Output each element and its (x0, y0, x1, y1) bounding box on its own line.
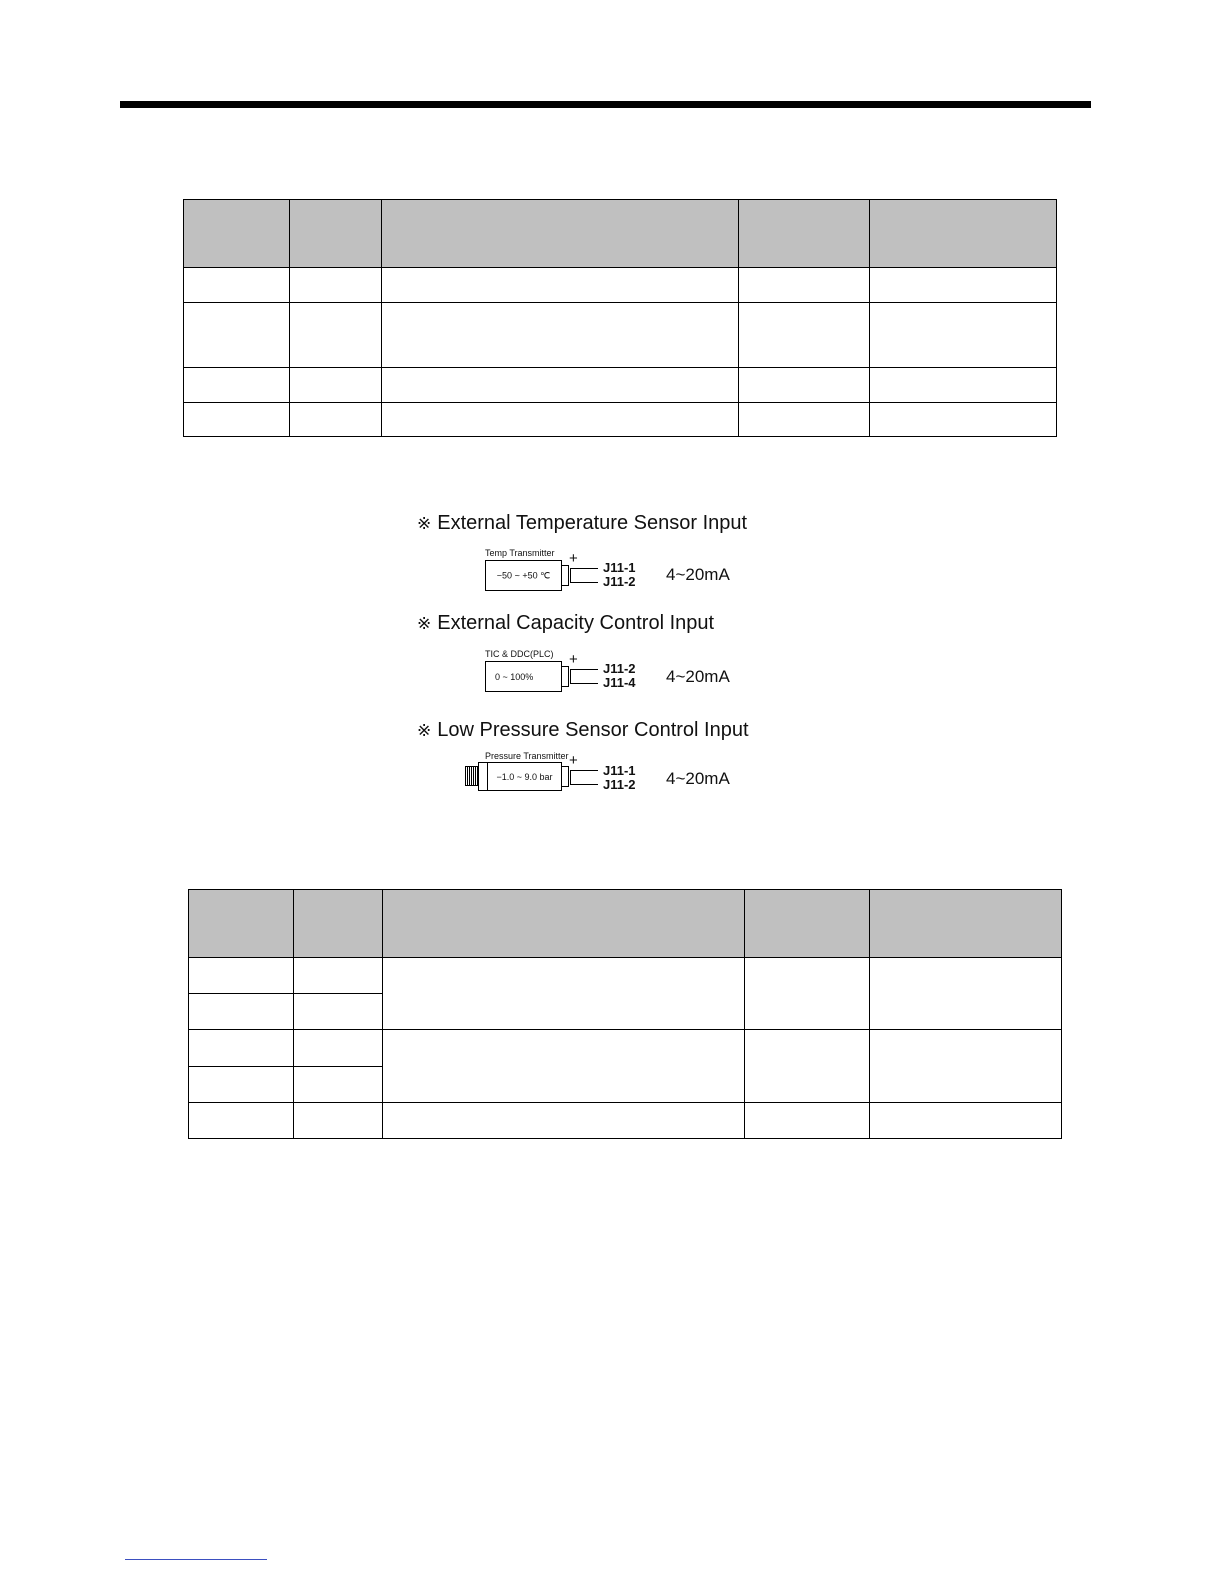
table-row (184, 368, 1057, 403)
table-cell (745, 1103, 870, 1139)
header-cell (290, 200, 382, 268)
table-cell (745, 1030, 870, 1103)
section-heading-pressure: ※ Low Pressure Sensor Control Input (417, 719, 749, 741)
table-cell (189, 1067, 294, 1103)
header-cell (739, 200, 870, 268)
table-cell (290, 303, 382, 368)
connector-stub (561, 565, 569, 586)
device-range: −50 ~ +50 ℃ (496, 570, 551, 580)
reference-mark-icon: ※ (417, 721, 432, 740)
pin-label: J11-2 (603, 777, 636, 792)
table-cell (184, 303, 290, 368)
header-rule (120, 101, 1091, 108)
table-row (189, 958, 1062, 994)
signal-table-1 (183, 199, 1057, 437)
table-cell (739, 303, 870, 368)
signal-label: 4~20mA (666, 667, 730, 686)
table-cell (189, 958, 294, 994)
device-range: −1.0 ~ 9.0 bar (496, 771, 553, 782)
pin-label: J11-1 (603, 763, 636, 778)
header-cell (870, 890, 1062, 958)
table-cell (184, 403, 290, 437)
table-cell (870, 958, 1062, 1030)
table-cell (184, 268, 290, 303)
table-row (184, 303, 1057, 368)
table-cell (870, 303, 1057, 368)
table-cell (870, 268, 1057, 303)
wire (570, 669, 598, 670)
table-header-row (189, 890, 1062, 958)
table-cell (739, 368, 870, 403)
table-cell (189, 994, 294, 1030)
reference-mark-icon: ※ (417, 614, 432, 633)
temp-transmitter-box (485, 560, 562, 591)
table-cell (870, 1103, 1062, 1139)
signal-label: 4~20mA (666, 769, 730, 788)
wire (570, 784, 598, 785)
table-cell (870, 403, 1057, 437)
table-cell (189, 1103, 294, 1139)
table-cell (382, 268, 739, 303)
pressure-transmitter-box (487, 762, 562, 791)
table-row (184, 268, 1057, 303)
polarity-plus: + (569, 550, 578, 567)
pin-label: J11-1 (603, 560, 636, 575)
table-cell (184, 368, 290, 403)
wire (570, 669, 571, 684)
signal-label: 4~20mA (666, 565, 730, 584)
header-cell (184, 200, 290, 268)
table-cell (290, 268, 382, 303)
device-label: TIC & DDC(PLC) (485, 649, 554, 659)
table-cell (382, 403, 739, 437)
table-cell (870, 368, 1057, 403)
table-cell (290, 403, 382, 437)
table-cell (870, 1030, 1062, 1103)
table-cell (382, 303, 739, 368)
header-cell (382, 200, 739, 268)
connector-stub (561, 666, 569, 687)
reference-mark-icon: ※ (417, 514, 432, 533)
wiring-diagram (405, 508, 805, 808)
table-cell (383, 1103, 745, 1139)
thread-fitting-icon (465, 766, 479, 786)
table-cell (739, 403, 870, 437)
table-header-row (184, 200, 1057, 268)
header-cell (294, 890, 383, 958)
signal-table-2 (188, 889, 1062, 1139)
section-heading-capacity: ※ External Capacity Control Input (417, 612, 715, 634)
table-cell (189, 1030, 294, 1067)
table-cell (383, 958, 745, 1030)
polarity-plus: + (569, 651, 578, 668)
header-cell (870, 200, 1057, 268)
table-cell (294, 1103, 383, 1139)
table-row (184, 403, 1057, 437)
table-cell (290, 368, 382, 403)
table-cell (294, 1067, 383, 1103)
pin-label: J11-2 (603, 661, 636, 676)
pin-label: J11-4 (603, 675, 636, 690)
controller-box (485, 661, 562, 692)
table-cell (739, 268, 870, 303)
section-heading-temperature: ※ External Temperature Sensor Input (417, 512, 748, 534)
wire (570, 582, 598, 583)
header-cell (189, 890, 294, 958)
table-row (189, 1030, 1062, 1067)
table-cell (383, 1030, 745, 1103)
wire (570, 568, 571, 583)
header-cell (383, 890, 745, 958)
table-cell (294, 994, 383, 1030)
device-range: 0 ~ 100% (495, 671, 534, 682)
footer-link-underline (125, 1559, 267, 1560)
table-cell (382, 368, 739, 403)
connector-stub (561, 766, 569, 787)
table-cell (294, 1030, 383, 1067)
wire (570, 568, 598, 569)
pin-label: J11-2 (603, 574, 636, 589)
table-row (189, 1103, 1062, 1139)
device-label: Pressure Transmitter (485, 751, 569, 761)
wire (570, 770, 598, 771)
header-cell (745, 890, 870, 958)
wire (570, 770, 571, 785)
table-cell (745, 958, 870, 1030)
wire (570, 683, 598, 684)
table-cell (294, 958, 383, 994)
polarity-plus: + (569, 752, 578, 769)
device-label: Temp Transmitter (485, 548, 555, 558)
